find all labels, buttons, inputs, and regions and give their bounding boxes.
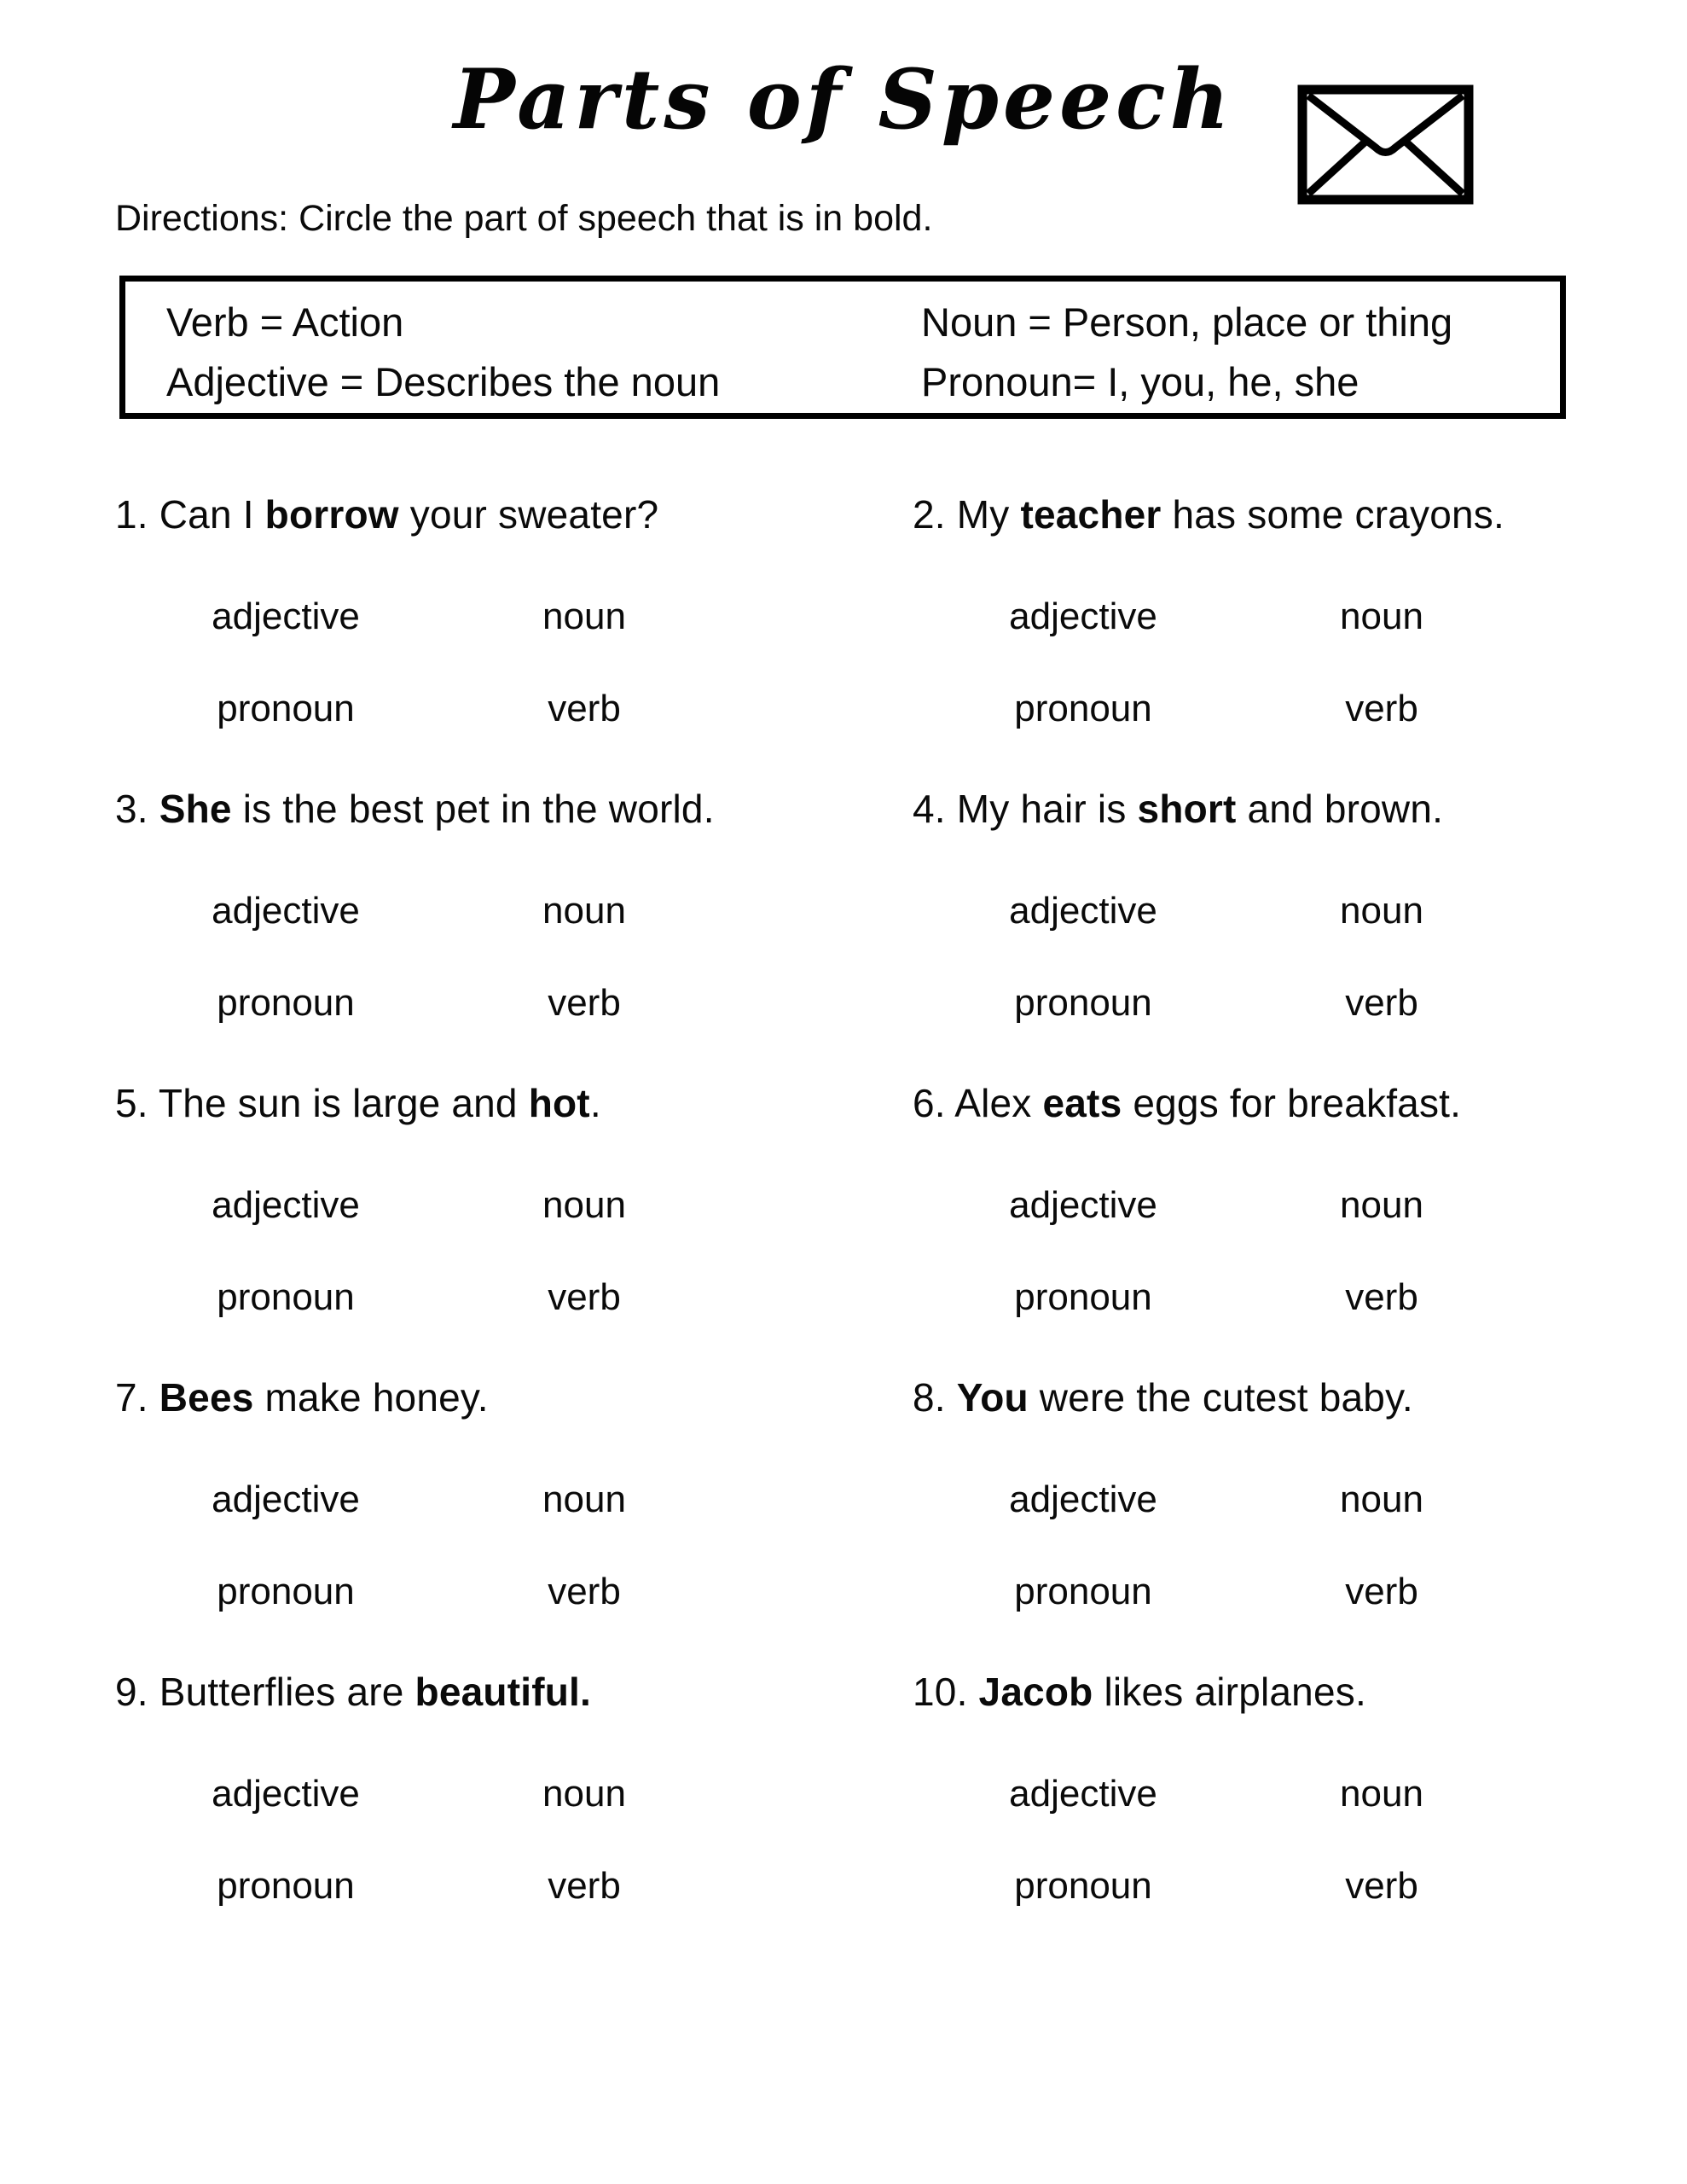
answer-options: [136, 1183, 913, 1319]
question-row-5: [115, 1668, 1625, 1962]
directions-text: Directions: Circle the part of speech that is in bold.: [115, 198, 933, 239]
sentence-post: make honey.: [253, 1375, 489, 1420]
question-4: [913, 785, 1625, 1079]
sentence-bold-word: eats: [1042, 1081, 1122, 1125]
question-6: [913, 1079, 1625, 1374]
sentence-pre: 5. The sun is large and: [115, 1081, 529, 1125]
sentence-post: .: [589, 1081, 601, 1125]
question-row-1: [115, 491, 1625, 785]
option-adjective[interactable]: adjective: [212, 595, 360, 637]
option-noun[interactable]: noun: [1340, 1773, 1423, 1815]
answer-options: [136, 1478, 913, 1613]
option-noun[interactable]: noun: [1340, 1478, 1423, 1520]
definition-verb: Verb = Action: [166, 299, 404, 345]
answer-options: [934, 889, 1625, 1025]
question-sentence: [913, 491, 1625, 538]
option-noun[interactable]: noun: [1340, 595, 1423, 637]
question-sentence: [913, 1668, 1625, 1716]
answer-options: [934, 595, 1625, 730]
definition-noun: Noun = Person, place or thing: [921, 299, 1453, 345]
definitions-box: [119, 276, 1566, 419]
question-sentence: [115, 1079, 913, 1127]
option-pronoun[interactable]: pronoun: [217, 1865, 355, 1907]
question-sentence: [115, 491, 913, 538]
answer-options: [934, 1478, 1625, 1613]
sentence-post: has some crayons.: [1161, 492, 1504, 537]
option-verb[interactable]: verb: [1345, 982, 1418, 1024]
question-row-2: [115, 785, 1625, 1079]
option-noun[interactable]: noun: [542, 1478, 626, 1520]
sentence-pre: 10.: [913, 1670, 979, 1714]
question-sentence: [115, 1374, 913, 1421]
sentence-post: eggs for breakfast.: [1122, 1081, 1462, 1125]
question-8: [913, 1374, 1625, 1668]
option-noun[interactable]: noun: [542, 1773, 626, 1815]
question-2: [913, 491, 1625, 785]
option-adjective[interactable]: adjective: [212, 1478, 360, 1520]
sentence-pre: 1. Can I: [115, 492, 265, 537]
sentence-post: were the cutest baby.: [1028, 1375, 1413, 1420]
sentence-bold-word: short: [1137, 787, 1237, 831]
answer-options: [934, 1772, 1625, 1908]
answer-options: [136, 889, 913, 1025]
definition-adjective: Adjective = Describes the noun: [166, 359, 721, 404]
option-pronoun[interactable]: pronoun: [1014, 1865, 1152, 1907]
sentence-bold-word: hot: [528, 1081, 590, 1125]
option-adjective[interactable]: adjective: [1009, 890, 1157, 932]
definitions-column-left: [166, 293, 921, 413]
option-verb[interactable]: verb: [548, 688, 621, 729]
option-adjective[interactable]: adjective: [1009, 1478, 1157, 1520]
envelope-icon: [1297, 84, 1474, 205]
option-noun[interactable]: noun: [542, 890, 626, 932]
option-noun[interactable]: noun: [1340, 890, 1423, 932]
option-adjective[interactable]: adjective: [1009, 1773, 1157, 1815]
sentence-bold-word: Bees: [159, 1375, 254, 1420]
option-adjective[interactable]: adjective: [212, 1184, 360, 1226]
option-noun[interactable]: noun: [1340, 1184, 1423, 1226]
sentence-post: likes airplanes.: [1093, 1670, 1366, 1714]
question-sentence: [913, 1079, 1625, 1127]
sentence-pre: 7.: [115, 1375, 159, 1420]
question-sentence: [913, 785, 1625, 833]
option-adjective[interactable]: adjective: [1009, 595, 1157, 637]
question-5: [115, 1079, 913, 1374]
option-noun[interactable]: noun: [542, 1184, 626, 1226]
option-verb[interactable]: verb: [548, 1865, 621, 1907]
option-adjective[interactable]: adjective: [212, 890, 360, 932]
option-pronoun[interactable]: pronoun: [1014, 688, 1152, 729]
questions-area: [115, 491, 1625, 1962]
sentence-pre: 6. Alex: [913, 1081, 1043, 1125]
sentence-pre: 9. Butterflies are: [115, 1670, 415, 1714]
definition-pronoun: Pronoun= I, you, he, she: [921, 359, 1359, 404]
sentence-pre: 4. My hair is: [913, 787, 1138, 831]
answer-options: [934, 1183, 1625, 1319]
option-verb[interactable]: verb: [548, 1276, 621, 1318]
question-sentence: [913, 1374, 1625, 1421]
sentence-bold-word: teacher: [1020, 492, 1162, 537]
sentence-pre: 3.: [115, 787, 159, 831]
option-pronoun[interactable]: pronoun: [217, 1571, 355, 1612]
answer-options: [136, 595, 913, 730]
question-9: [115, 1668, 913, 1962]
question-sentence: [115, 1668, 913, 1716]
question-7: [115, 1374, 913, 1668]
sentence-bold-word: beautiful.: [415, 1670, 591, 1714]
option-verb[interactable]: verb: [1345, 1865, 1418, 1907]
option-pronoun[interactable]: pronoun: [217, 1276, 355, 1318]
option-verb[interactable]: verb: [548, 982, 621, 1024]
sentence-post: and brown.: [1236, 787, 1444, 831]
question-1: [115, 491, 913, 785]
question-3: [115, 785, 913, 1079]
page-title: Parts of Speech: [453, 51, 1234, 148]
question-sentence: [115, 785, 913, 833]
question-row-3: [115, 1079, 1625, 1374]
sentence-bold-word: Jacob: [978, 1670, 1093, 1714]
option-pronoun[interactable]: pronoun: [1014, 982, 1152, 1024]
sentence-bold-word: borrow: [264, 492, 399, 537]
option-verb[interactable]: verb: [1345, 1571, 1418, 1612]
sentence-pre: 8.: [913, 1375, 957, 1420]
option-pronoun[interactable]: pronoun: [217, 688, 355, 729]
sentence-bold-word: She: [159, 787, 232, 831]
option-verb[interactable]: verb: [1345, 1276, 1418, 1318]
option-pronoun[interactable]: pronoun: [217, 982, 355, 1024]
option-pronoun[interactable]: pronoun: [1014, 1276, 1152, 1318]
option-adjective[interactable]: adjective: [212, 1773, 360, 1815]
question-10: [913, 1668, 1625, 1962]
option-verb[interactable]: verb: [548, 1571, 621, 1612]
sentence-post: your sweater?: [398, 492, 659, 537]
option-adjective[interactable]: adjective: [1009, 1184, 1157, 1226]
option-pronoun[interactable]: pronoun: [1014, 1571, 1152, 1612]
definitions-column-right: [921, 293, 1560, 413]
sentence-bold-word: You: [956, 1375, 1029, 1420]
answer-options: [136, 1772, 913, 1908]
option-noun[interactable]: noun: [542, 595, 626, 637]
option-verb[interactable]: verb: [1345, 688, 1418, 729]
sentence-post: is the best pet in the world.: [231, 787, 715, 831]
question-row-4: [115, 1374, 1625, 1668]
sentence-pre: 2. My: [913, 492, 1021, 537]
